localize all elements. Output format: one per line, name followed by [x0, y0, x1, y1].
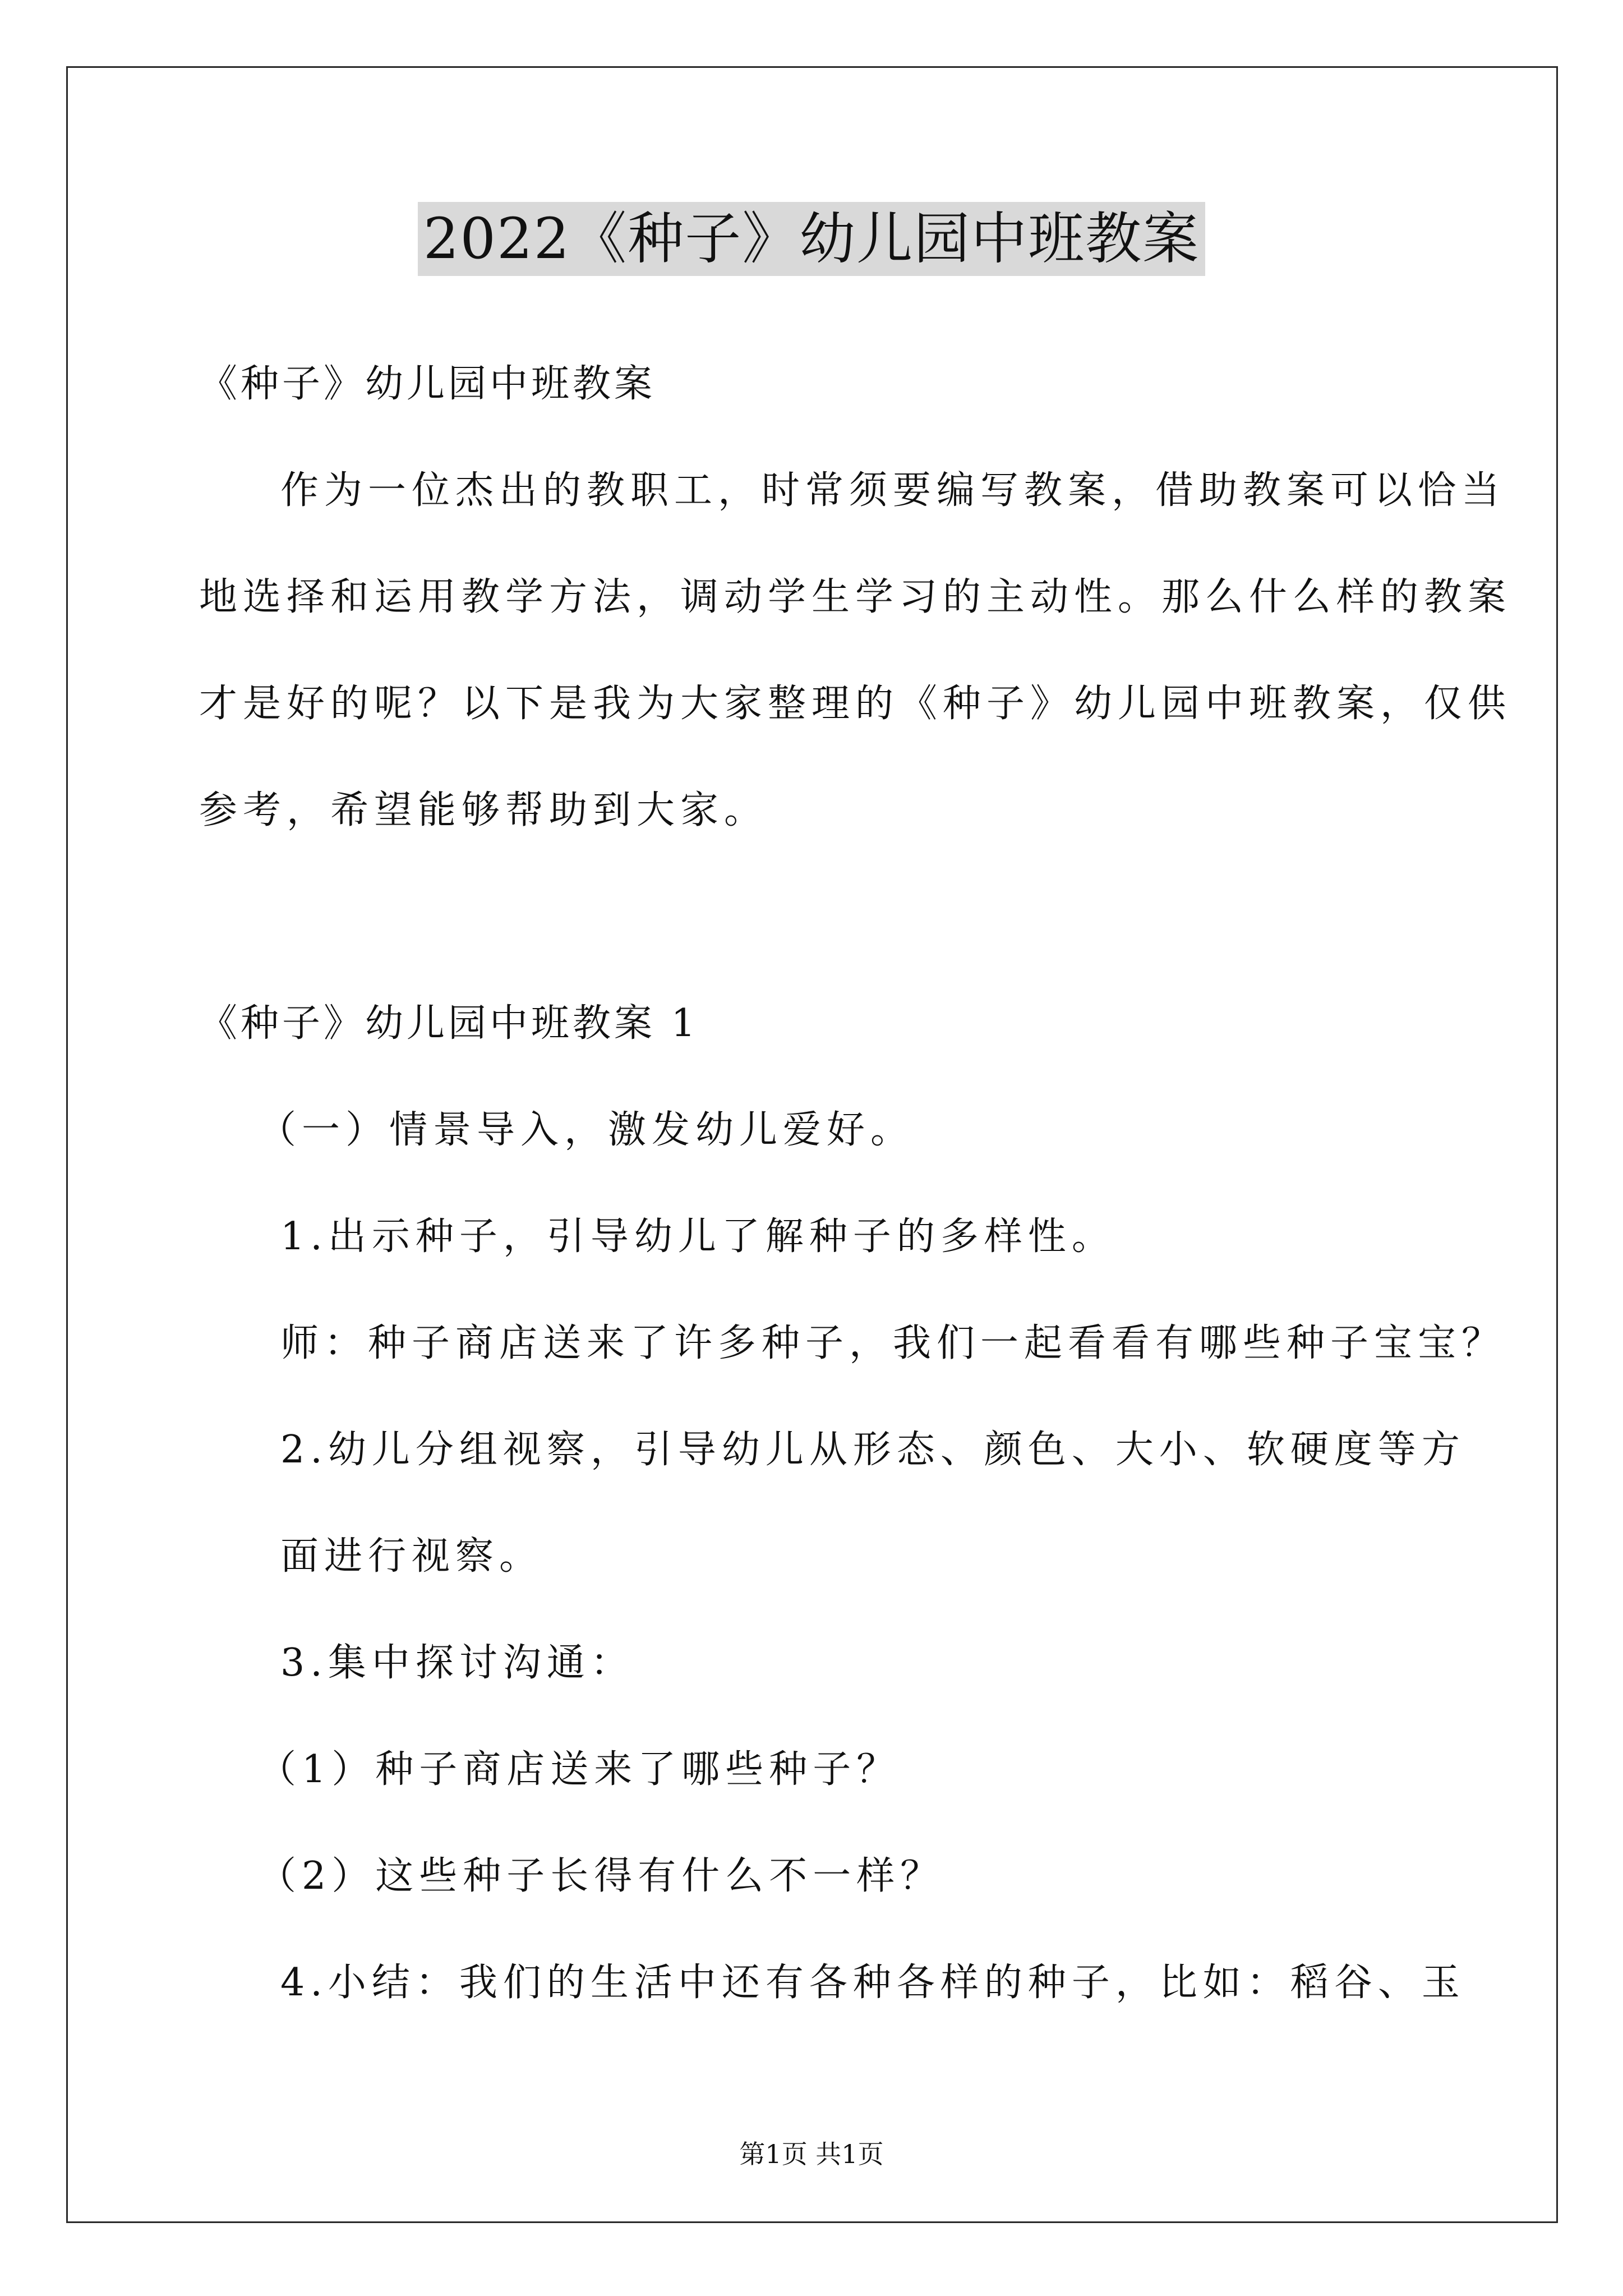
- intro-line-4: 参考，希望能够帮助到大家。: [199, 788, 768, 832]
- intro-line-1: 作为一位杰出的教职工，时常须要编写教案，借助教案可以恰当: [280, 468, 1506, 513]
- title-container: [0, 202, 1623, 276]
- page-footer: 第1页 共1页: [739, 2139, 884, 2169]
- content-line-8: （2）这些种子长得有什么不一样？: [258, 1854, 944, 1898]
- content-line-1: （一）情景导入，激发幼儿爱好。: [258, 1108, 915, 1152]
- content-line-4: 2.幼儿分组视察，引导幼儿从形态、颜色、大小、软硬度等方: [280, 1428, 1465, 1472]
- intro-line-2: 地选择和运用教学方法，调动学生学习的主动性。那么什么样的教案: [199, 575, 1512, 619]
- content-line-2: 1.出示种子，引导幼儿了解种子的多样性。: [280, 1214, 1115, 1259]
- document-title: 2022《种子》幼儿园中班教案: [418, 202, 1206, 276]
- intro-line-3: 才是好的呢？以下是我为大家整理的《种子》幼儿园中班教案，仅供: [199, 682, 1512, 726]
- content-line-7: （1）种子商店送来了哪些种子？: [258, 1747, 901, 1792]
- content-line-3: 师：种子商店送来了许多种子，我们一起看看有哪些种子宝宝？: [280, 1321, 1506, 1365]
- document-subtitle: 《种子》幼儿园中班教案: [199, 362, 656, 406]
- section-heading: 《种子》幼儿园中班教案 1: [199, 1001, 699, 1046]
- content-line-6: 3.集中探讨沟通：: [280, 1641, 634, 1685]
- content-line-5: 面进行视察。: [280, 1534, 543, 1579]
- content-line-9: 4.小结：我们的生活中还有各种各样的种子，比如：稻谷、玉: [280, 1961, 1465, 2005]
